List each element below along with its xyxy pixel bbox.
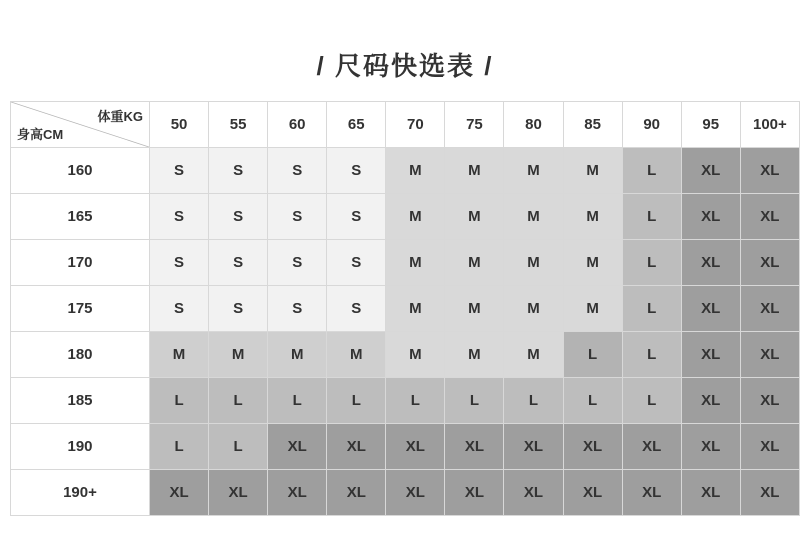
row-header-160: 160 bbox=[11, 148, 150, 194]
size-cell: S bbox=[327, 148, 386, 194]
table-header-row bbox=[11, 102, 800, 148]
size-cell: M bbox=[504, 240, 563, 286]
size-cell: L bbox=[150, 424, 209, 470]
size-cell: S bbox=[268, 240, 327, 286]
size-cell: M bbox=[563, 194, 622, 240]
size-cell: XL bbox=[563, 424, 622, 470]
column-header-60: 60 bbox=[268, 102, 327, 148]
size-cell: XL bbox=[681, 240, 740, 286]
column-header-95: 95 bbox=[681, 102, 740, 148]
size-cell: XL bbox=[622, 470, 681, 516]
size-cell: XL bbox=[327, 470, 386, 516]
size-cell: L bbox=[563, 378, 622, 424]
table-row bbox=[11, 378, 800, 424]
size-cell: L bbox=[150, 378, 209, 424]
table-row bbox=[11, 424, 800, 470]
size-cell: XL bbox=[740, 194, 799, 240]
table-header bbox=[11, 102, 800, 148]
size-cell: XL bbox=[563, 470, 622, 516]
size-cell: L bbox=[386, 378, 445, 424]
size-cell: L bbox=[504, 378, 563, 424]
size-cell: S bbox=[327, 286, 386, 332]
size-cell: M bbox=[386, 194, 445, 240]
size-cell: XL bbox=[327, 424, 386, 470]
size-cell: S bbox=[209, 148, 268, 194]
column-header-55: 55 bbox=[209, 102, 268, 148]
size-cell: S bbox=[209, 286, 268, 332]
column-header-50: 50 bbox=[150, 102, 209, 148]
size-cell: XL bbox=[681, 378, 740, 424]
size-cell: M bbox=[445, 286, 504, 332]
size-cell: L bbox=[327, 378, 386, 424]
size-cell: M bbox=[504, 194, 563, 240]
table-row bbox=[11, 332, 800, 378]
size-cell: M bbox=[445, 240, 504, 286]
column-header-90: 90 bbox=[622, 102, 681, 148]
size-cell: XL bbox=[740, 148, 799, 194]
size-cell: M bbox=[386, 332, 445, 378]
size-cell: XL bbox=[504, 470, 563, 516]
row-header-165: 165 bbox=[11, 194, 150, 240]
size-chart-table bbox=[10, 101, 800, 516]
size-cell: M bbox=[386, 286, 445, 332]
row-header-190: 190 bbox=[11, 424, 150, 470]
page-title: / 尺码快选表 / bbox=[316, 51, 494, 81]
size-cell: XL bbox=[740, 470, 799, 516]
size-cell: XL bbox=[268, 470, 327, 516]
size-cell: XL bbox=[445, 424, 504, 470]
size-cell: M bbox=[563, 286, 622, 332]
size-cell: L bbox=[622, 378, 681, 424]
corner-axis-cell bbox=[11, 102, 150, 148]
size-cell: M bbox=[504, 286, 563, 332]
size-cell: L bbox=[209, 424, 268, 470]
size-cell: XL bbox=[740, 424, 799, 470]
size-cell: L bbox=[622, 148, 681, 194]
size-cell: S bbox=[268, 148, 327, 194]
size-cell: L bbox=[622, 194, 681, 240]
size-cell: XL bbox=[209, 470, 268, 516]
size-cell: M bbox=[445, 194, 504, 240]
size-cell: S bbox=[327, 194, 386, 240]
size-cell: XL bbox=[681, 148, 740, 194]
row-header-180: 180 bbox=[11, 332, 150, 378]
size-cell: M bbox=[268, 332, 327, 378]
size-cell: S bbox=[150, 286, 209, 332]
size-cell: M bbox=[445, 148, 504, 194]
size-cell: S bbox=[209, 240, 268, 286]
size-cell: S bbox=[268, 286, 327, 332]
column-header-85: 85 bbox=[563, 102, 622, 148]
size-cell: L bbox=[622, 240, 681, 286]
size-cell: XL bbox=[504, 424, 563, 470]
size-cell: M bbox=[445, 332, 504, 378]
size-cell: M bbox=[563, 240, 622, 286]
size-cell: S bbox=[150, 194, 209, 240]
size-cell: M bbox=[504, 332, 563, 378]
size-cell: M bbox=[563, 148, 622, 194]
weight-axis-label: 体重KG bbox=[97, 109, 143, 124]
row-header-170: 170 bbox=[11, 240, 150, 286]
size-cell: M bbox=[504, 148, 563, 194]
size-cell: M bbox=[327, 332, 386, 378]
column-header-70: 70 bbox=[386, 102, 445, 148]
size-cell: XL bbox=[150, 470, 209, 516]
size-cell: S bbox=[150, 148, 209, 194]
size-cell: XL bbox=[268, 424, 327, 470]
row-header-190plus: 190+ bbox=[11, 470, 150, 516]
size-cell: L bbox=[622, 286, 681, 332]
size-cell: XL bbox=[681, 286, 740, 332]
size-cell: M bbox=[386, 240, 445, 286]
size-cell: M bbox=[150, 332, 209, 378]
table-row bbox=[11, 470, 800, 516]
table-row bbox=[11, 240, 800, 286]
size-cell: XL bbox=[740, 332, 799, 378]
size-cell: M bbox=[386, 148, 445, 194]
size-cell: XL bbox=[445, 470, 504, 516]
table-row bbox=[11, 148, 800, 194]
table-row bbox=[11, 194, 800, 240]
size-cell: S bbox=[150, 240, 209, 286]
size-cell: XL bbox=[740, 378, 799, 424]
column-header-80: 80 bbox=[504, 102, 563, 148]
size-cell: S bbox=[327, 240, 386, 286]
size-cell: L bbox=[563, 332, 622, 378]
size-cell: L bbox=[445, 378, 504, 424]
size-cell: S bbox=[209, 194, 268, 240]
size-cell: XL bbox=[740, 240, 799, 286]
column-header-75: 75 bbox=[445, 102, 504, 148]
table-row bbox=[11, 286, 800, 332]
size-cell: XL bbox=[386, 470, 445, 516]
size-cell: XL bbox=[681, 470, 740, 516]
size-cell: XL bbox=[386, 424, 445, 470]
size-cell: XL bbox=[681, 194, 740, 240]
size-cell: L bbox=[622, 332, 681, 378]
height-axis-label: 身高CM bbox=[17, 127, 64, 142]
size-cell: M bbox=[209, 332, 268, 378]
size-cell: XL bbox=[622, 424, 681, 470]
row-header-185: 185 bbox=[11, 378, 150, 424]
size-cell: XL bbox=[681, 424, 740, 470]
size-cell: L bbox=[268, 378, 327, 424]
size-cell: XL bbox=[681, 332, 740, 378]
column-header-100plus: 100+ bbox=[740, 102, 799, 148]
size-cell: L bbox=[209, 378, 268, 424]
column-header-65: 65 bbox=[327, 102, 386, 148]
table-body bbox=[11, 148, 800, 516]
size-cell: XL bbox=[740, 286, 799, 332]
row-header-175: 175 bbox=[11, 286, 150, 332]
size-cell: S bbox=[268, 194, 327, 240]
